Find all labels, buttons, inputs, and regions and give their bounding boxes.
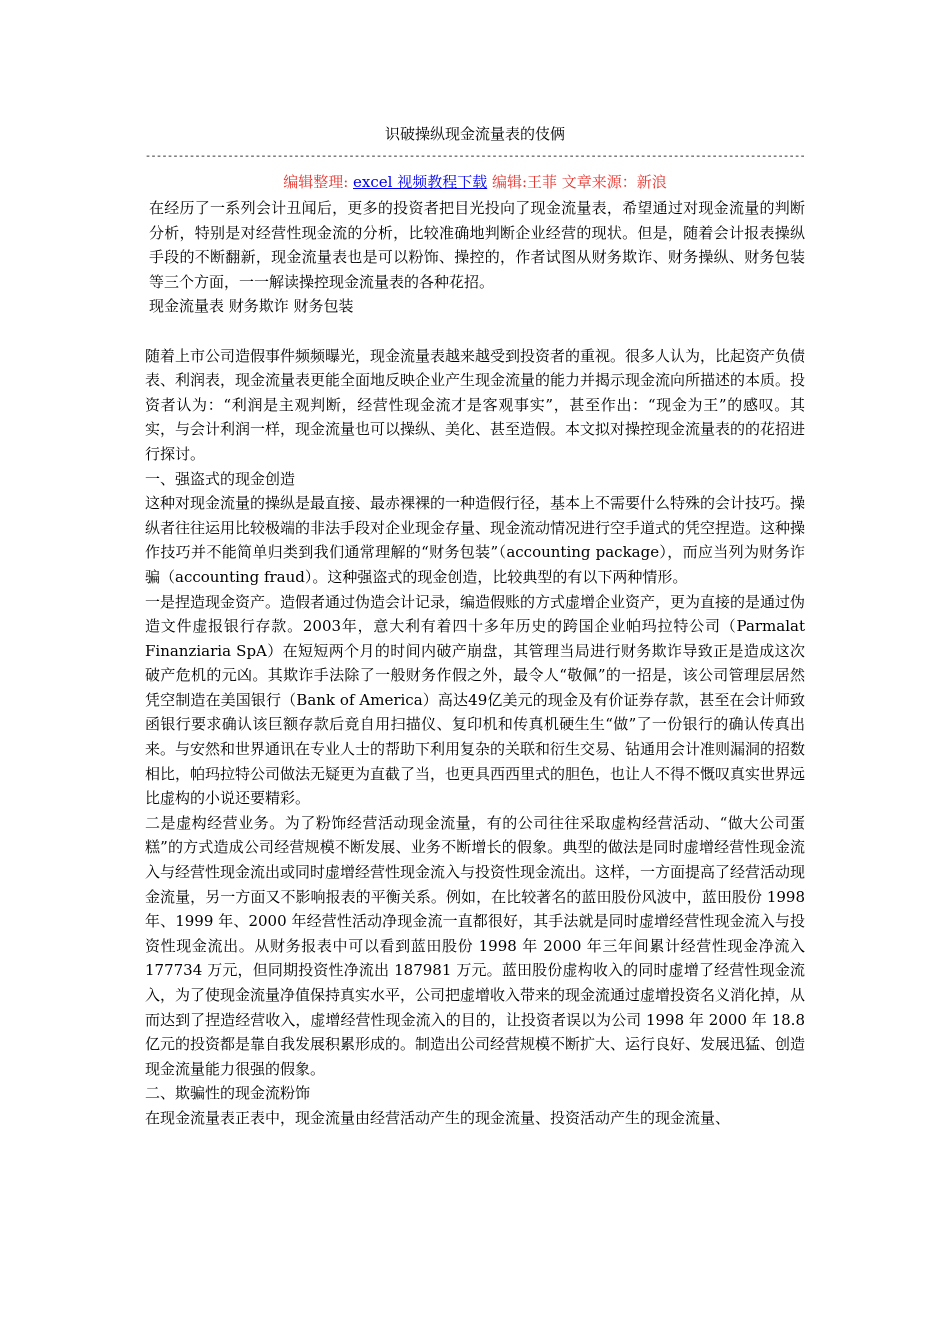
section-heading-2: 二、欺骗性的现金流粉饰 <box>145 1084 311 1103</box>
meta-prefix: 编辑整理: <box>283 173 354 191</box>
paragraph-intro: 随着上市公司造假事件频频曝光，现金流量表越来越受到投资者的重视。很多人认为，比起资产负债表、利润表，现金流量表更能全面地反映企业产生现金流量的能力并揭示现金流向所描述的本质。投资者认为：“利润是主观判断，经营性现金流才是客观事实”，甚至作出：“现金为王”的感叹。其实，与会计利润一样，现金流量也可以操纵、美化、甚至造假。本文拟对操控现金流量表的的花招进行探讨。 <box>145 346 806 463</box>
keywords: 现金流量表 财务欺诈 财务包装 <box>149 297 354 316</box>
excel-tutorial-link[interactable]: excel 视频教程下载 <box>353 173 488 191</box>
blank-line <box>145 319 805 344</box>
separator-rule: ------------------------------------------------------------------------------------------------------------------------ <box>145 152 805 163</box>
document-title: 识破操纵现金流量表的伎俩 <box>384 125 565 143</box>
document-page <box>145 120 805 1131</box>
paragraph-section-1: 这种对现金流量的操纵是最直接、最赤裸裸的一种造假行径，基本上不需要什么特殊的会计技巧。操纵者往往运用比较极端的非法手段对企业现金存量、现金流动情况进行空手道式的凭空捏造。这种操作技巧并不能简单归类到我们通常理解的“财务包装”（accounting package），而应当列为财务诈骗（accounting fraud）。这种强盗式的现金创造，比较典型的有以下两种情形。 <box>145 494 806 586</box>
article-meta <box>145 168 805 196</box>
paragraph-fake-operations: 二是虚构经营业务。为了粉饰经营活动现金流量，有的公司往往采取虚构经营活动、“做大公司蛋糕”的方式造成公司经营规模不断发展、业务不断增长的假象。典型的做法是同时虚增经营性现金流入与经营性现金流出或同时虚增经营性现金流入与投资性现金流出。这样，一方面提高了经营活动现金流量，另一方面又不影响报表的平衡关系。例如，在比较著名的蓝田股份风波中，蓝田股份 1998 年、1999 年、2000 年经营性活动净现金流一直都很好，其手法就是同时虚增经营性现金流入与投资性现金流出。从财务报表中可以看到蓝田股份 1998 年 2000 年三年间累计经营性现金净流入 177734 万元，但同期投资性净流出 187981 万元。蓝田股份虚构收入的同时虚增了经营性现金流入，为了使现金流量净值保持真实水平，公司把虚增收入带来的现金流通过虚增投资名义消化掉，从而达到了捏造经营收入，虚增经营性现金流入的目的，让投资者误以为公司 1998 年 2000 年 18.8 亿元的投资都是靠自我发展积累形成的。制造出公司经营规模不断扩大、运行良好、发展迅猛、创造现金流量能力很强的假象。 <box>145 813 806 1078</box>
meta-suffix: 编辑:王菲 文章来源：新浪 <box>487 173 667 191</box>
paragraph-section-2: 在现金流量表正表中，现金流量由经营活动产生的现金流量、投资活动产生的现金流量、 <box>145 1108 731 1127</box>
paragraph-fake-cash-assets: 一是捏造现金资产。造假者通过伪造会计记录，编造假账的方式虚增企业资产，更为直接的是通过伪造文件虚报银行存款。2003年，意大利有着四十多年历史的跨国企业帕玛拉特公司（Parmalat Finanziaria SpA）在短短两个月的时间内破产崩盘，其管理当局进行财务欺诈导致正是造成这次破产危机的元凶。其欺诈手法除了一般财务作假之外，最令人“敬佩”的一招是，该公司管理层居然凭空制造在美国银行（Bank of America）高达49亿美元的现金及有价证券存款，甚至在会计师致函银行要求确认该巨额存款后竟自用扫描仪、复印机和传真机硬生生“做”了一份银行的确认传真出来。与安然和世界通讯在专业人士的帮助下利用复杂的关联和衍生交易、钻通用会计准则漏洞的招数相比，帕玛拉特公司做法无疑更为直截了当，也更具西西里式的胆色，也让人不得不慨叹真实世界远比虚构的小说还要精彩。 <box>145 592 806 808</box>
section-heading-1: 一、强盗式的现金创造 <box>145 469 296 488</box>
abstract: 在经历了一系列会计丑闻后，更多的投资者把目光投向了现金流量表，希望通过对现金流量的判断分析，特别是对经营性现金流的分析，比较准确地判断企业经营的现状。但是，随着会计报表操纵手段的不断翻新，现金流量表也是可以粉饰、操控的，作者试图从财务欺诈、财务操纵、财务包装等三个方面，一一解读操控现金流量表的各种花招。 <box>149 199 805 291</box>
